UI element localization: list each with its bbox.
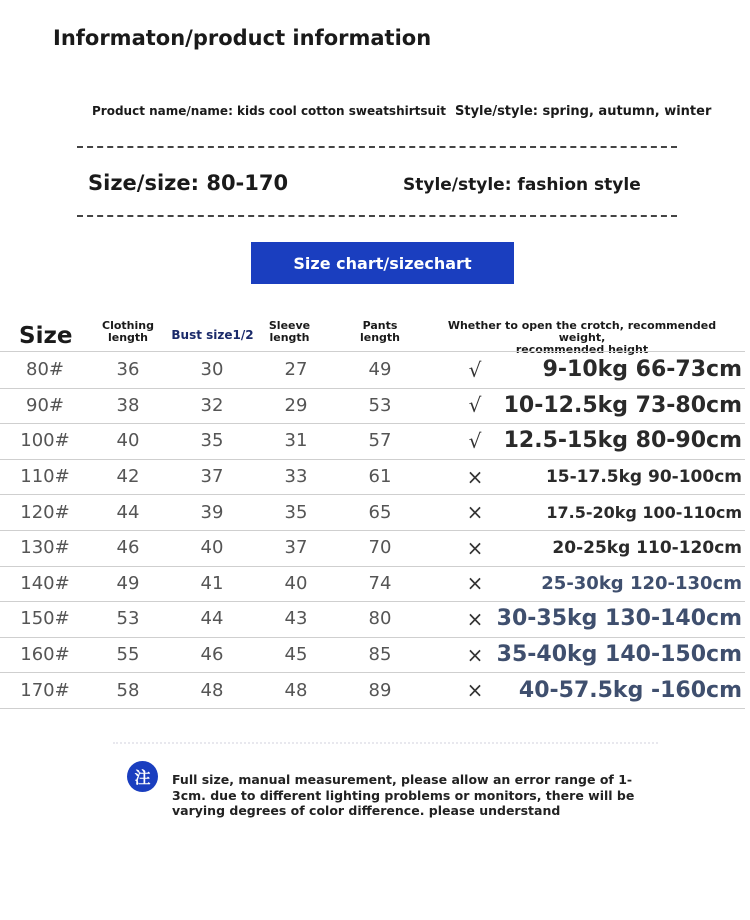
crotch-mark-cell: × xyxy=(466,464,484,489)
sleeve-length-cell: 43 xyxy=(284,608,308,630)
size-chart-banner: Size chart/sizechart xyxy=(251,242,514,284)
crotch-mark-cell: × xyxy=(466,606,484,631)
pants-length-cell: 80 xyxy=(368,608,392,630)
size-cell: 130# xyxy=(20,537,70,559)
sleeve-length-cell: 27 xyxy=(284,359,308,381)
sleeve-length-cell: 31 xyxy=(284,430,308,452)
recommendation-cell: 17.5-20kg 100-110cm xyxy=(546,502,742,522)
table-row xyxy=(0,637,745,674)
table-row xyxy=(0,494,745,531)
recommendation-cell: 10-12.5kg 73-80cm xyxy=(503,392,742,418)
clothing-length-cell: 53 xyxy=(116,608,140,630)
size-cell: 120# xyxy=(20,501,70,523)
clothing-length-cell: 40 xyxy=(116,430,140,452)
fashion-style: Style/style: fashion style xyxy=(403,175,641,195)
header-bust: Bust size1/2 xyxy=(171,328,254,342)
product-name: Product name/name: kids cool cotton sweatshirtsuit xyxy=(92,104,446,118)
bust-cell: 39 xyxy=(200,501,224,523)
recommendation-cell: 9-10kg 66-73cm xyxy=(542,357,742,383)
clothing-length-cell: 58 xyxy=(116,679,140,701)
bust-cell: 40 xyxy=(200,537,224,559)
sleeve-length-cell: 29 xyxy=(284,394,308,416)
sleeve-length-cell: 33 xyxy=(284,466,308,488)
table-row xyxy=(0,352,745,389)
bust-cell: 44 xyxy=(200,608,224,630)
size-cell: 90# xyxy=(26,394,64,416)
crotch-mark-cell: × xyxy=(466,535,484,560)
pants-length-cell: 53 xyxy=(368,394,392,416)
sleeve-length-cell: 37 xyxy=(284,537,308,559)
header-clothing-length: Clothing length xyxy=(102,319,154,344)
faint-text-line xyxy=(113,742,658,752)
size-cell: 150# xyxy=(20,608,70,630)
recommendation-cell: 20-25kg 110-120cm xyxy=(552,537,742,558)
note-icon: 注 xyxy=(127,761,158,792)
header-recommendation: Whether to open the crotch, recommended weight, recommended height xyxy=(447,319,717,356)
table-row xyxy=(0,672,745,709)
sleeve-length-cell: 45 xyxy=(284,644,308,666)
header-size: Size xyxy=(19,323,73,349)
clothing-length-cell: 46 xyxy=(116,537,140,559)
clothing-length-cell: 42 xyxy=(116,466,140,488)
pants-length-cell: 74 xyxy=(368,572,392,594)
pants-length-cell: 65 xyxy=(368,501,392,523)
size-range: Size/size: 80-170 xyxy=(88,171,289,195)
pants-length-cell: 49 xyxy=(368,359,392,381)
divider xyxy=(77,146,677,148)
table-row xyxy=(0,530,745,567)
crotch-mark-cell: × xyxy=(466,642,484,667)
crotch-mark-cell: × xyxy=(466,678,484,703)
note-text: Full size, manual measurement, please allow an error range of 1-3cm. due to different lighting problems or monitors, there will be varying degrees of color difference. please understand xyxy=(172,772,635,818)
bust-cell: 46 xyxy=(200,644,224,666)
bust-cell: 35 xyxy=(200,430,224,452)
recommendation-cell: 30-35kg 130-140cm xyxy=(496,606,742,632)
recommendation-cell: 15-17.5kg 90-100cm xyxy=(545,466,742,487)
crotch-mark-cell: √ xyxy=(468,393,482,418)
divider xyxy=(77,215,677,217)
pants-length-cell: 89 xyxy=(368,679,392,701)
crotch-mark-cell: × xyxy=(466,500,484,525)
header-sleeve-length: Sleeve length xyxy=(268,319,311,344)
crotch-mark-cell: √ xyxy=(468,428,482,453)
crotch-mark-cell: × xyxy=(466,571,484,596)
table-row xyxy=(0,423,745,460)
pants-length-cell: 70 xyxy=(368,537,392,559)
recommendation-cell: 35-40kg 140-150cm xyxy=(496,642,742,668)
table-row xyxy=(0,388,745,425)
season-style: Style/style: spring, autumn, winter xyxy=(455,104,712,119)
clothing-length-cell: 49 xyxy=(116,572,140,594)
header-pants-length: Pants length xyxy=(359,319,401,344)
bust-cell: 41 xyxy=(200,572,224,594)
clothing-length-cell: 36 xyxy=(116,359,140,381)
recommendation-cell: 12.5-15kg 80-90cm xyxy=(503,428,742,454)
page-title: Informaton/product information xyxy=(53,26,432,50)
size-cell: 170# xyxy=(20,679,70,701)
size-cell: 80# xyxy=(26,359,64,381)
recommendation-cell: 40-57.5kg -160cm xyxy=(518,677,742,703)
bust-cell: 48 xyxy=(200,679,224,701)
bust-cell: 37 xyxy=(200,466,224,488)
crotch-mark-cell: √ xyxy=(468,357,482,382)
recommendation-cell: 25-30kg 120-130cm xyxy=(541,572,742,594)
size-cell: 110# xyxy=(20,466,70,488)
table-row xyxy=(0,566,745,603)
sleeve-length-cell: 35 xyxy=(284,501,308,523)
table-row xyxy=(0,601,745,638)
sleeve-length-cell: 48 xyxy=(284,679,308,701)
pants-length-cell: 61 xyxy=(368,466,392,488)
pants-length-cell: 85 xyxy=(368,644,392,666)
size-cell: 100# xyxy=(20,430,70,452)
bust-cell: 32 xyxy=(200,394,224,416)
table-row xyxy=(0,459,745,496)
clothing-length-cell: 44 xyxy=(116,501,140,523)
pants-length-cell: 57 xyxy=(368,430,392,452)
bust-cell: 30 xyxy=(200,359,224,381)
clothing-length-cell: 38 xyxy=(116,394,140,416)
clothing-length-cell: 55 xyxy=(116,644,140,666)
sleeve-length-cell: 40 xyxy=(284,572,308,594)
size-cell: 160# xyxy=(20,644,70,666)
size-cell: 140# xyxy=(20,572,70,594)
